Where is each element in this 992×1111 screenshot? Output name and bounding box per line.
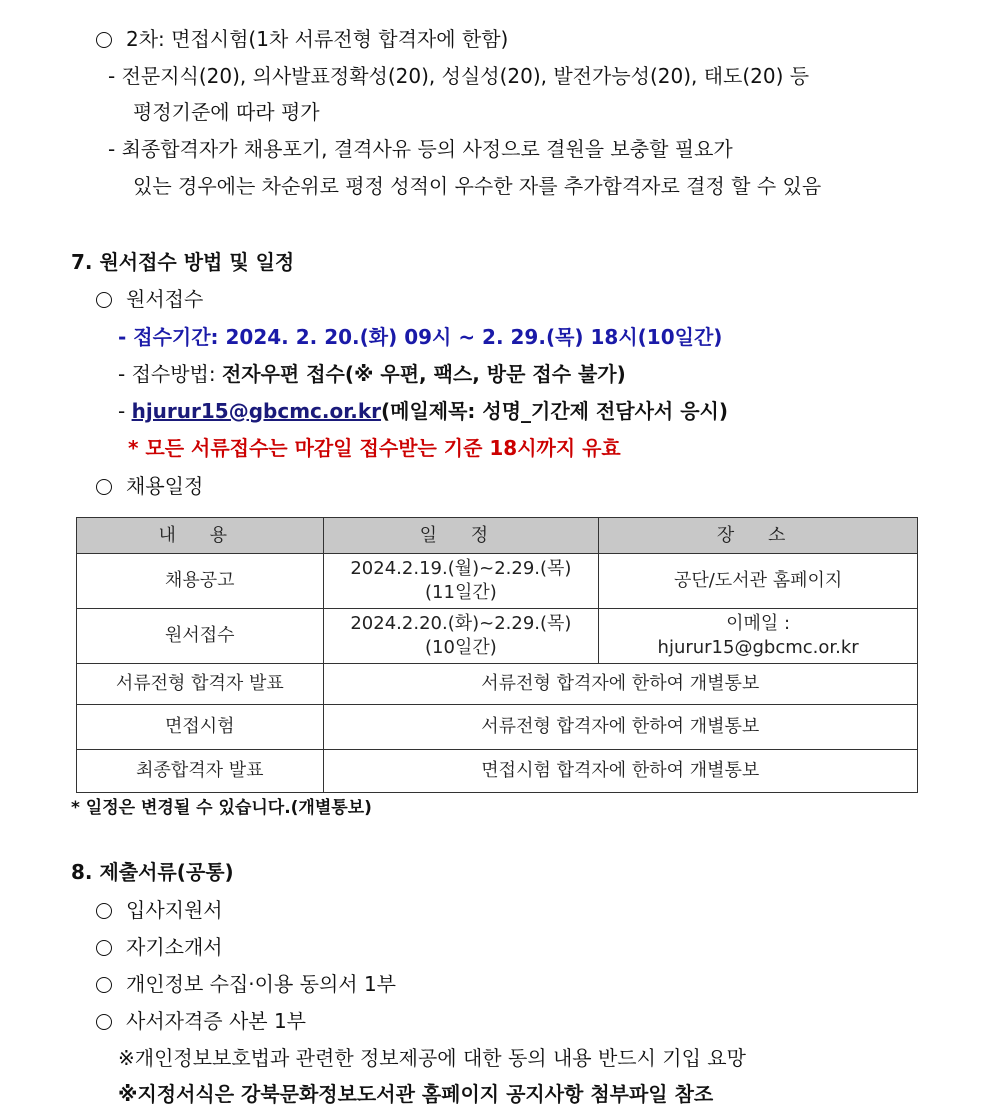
doc-item-label: 사서자격증 사본 1부: [126, 1009, 306, 1033]
date-line1: 2024.2.19.(월)~2.29.(목): [350, 558, 572, 579]
doc-item: [96, 969, 396, 999]
header-place: 장 소: [599, 518, 918, 554]
circle-bullet-icon: [96, 940, 112, 956]
place-line1: 이메일 :: [726, 613, 791, 634]
section7-title: 7. 원서접수 방법 및 일정: [71, 250, 295, 274]
doc-item: [96, 932, 223, 962]
method-prefix: - 접수방법:: [118, 362, 222, 386]
row-place: [599, 609, 918, 664]
email-line: [118, 396, 728, 426]
application-period: - 접수기간: 2024. 2. 20.(화) 09시 ~ 2. 29.(목) 18시(10일간): [118, 325, 723, 349]
section7-sub1: 원서접수: [126, 287, 204, 311]
row-date: [323, 554, 599, 609]
row-merged: 서류전형 합격자에 한하여 개별통보: [323, 705, 917, 750]
stage2-item2-line1: - 최종합격자가 채용포기, 결격사유 등의 사정으로 결원을 보충할 필요가: [108, 137, 733, 161]
row-date: [323, 609, 599, 664]
section7-sub2: 채용일정: [126, 474, 204, 498]
circle-bullet-icon: [96, 977, 112, 993]
email-link[interactable]: hjurur15@gbcmc.or.kr: [131, 399, 382, 423]
header-content: 내 용: [77, 518, 324, 554]
stage2-item1-line1: - 전문지식(20), 의사발표정확성(20), 성실성(20), 발전가능성(20), 태도(20) 등: [108, 64, 810, 88]
row-merged: 서류전형 합격자에 한하여 개별통보: [323, 664, 917, 705]
row-content: 최종합격자 발표: [77, 750, 324, 793]
table-row: [77, 664, 918, 705]
circle-bullet-icon: [96, 292, 112, 308]
table-row: [77, 750, 918, 793]
method-value: 전자우편 접수(※ 우편, 팩스, 방문 접수 불가): [221, 362, 626, 386]
email-dash: -: [118, 399, 132, 423]
stage2-heading: 2차: 면접시험(1차 서류전형 합격자에 한함): [126, 27, 509, 51]
doc-item-label: 자기소개서: [126, 935, 223, 959]
stage2-heading-line: [96, 24, 508, 54]
privacy-note: ※개인정보보호법과 관련한 정보제공에 대한 동의 내용 반드시 기입 요망: [118, 1046, 746, 1070]
schedule-footnote: * 일정은 변경될 수 있습니다.(개별통보): [71, 798, 372, 818]
date-line1: 2024.2.20.(화)~2.29.(목): [350, 613, 572, 634]
stage2-item1-line2: 평정기준에 따라 평가: [133, 100, 320, 124]
circle-bullet-icon: [96, 1014, 112, 1030]
row-content: 서류전형 합격자 발표: [77, 664, 324, 705]
date-line2: (10일간): [425, 637, 497, 658]
row-place: 공단/도서관 홈페이지: [599, 554, 918, 609]
section8-title: 8. 제출서류(공통): [71, 860, 234, 884]
table-row: [77, 609, 918, 664]
section7-sub1-line: [96, 284, 203, 314]
header-date: 일 정: [323, 518, 599, 554]
place-email[interactable]: hjurur15@gbcmc.or.kr: [657, 637, 859, 658]
email-subject: (메일제목: 성명_기간제 전담사서 응시): [381, 399, 728, 423]
table-header-row: [77, 518, 918, 554]
doc-item: [96, 895, 223, 925]
row-content: 채용공고: [77, 554, 324, 609]
section7-sub2-line: [96, 471, 203, 501]
doc-item-label: 개인정보 수집·이용 동의서 1부: [126, 972, 396, 996]
stage2-item2-line2: 있는 경우에는 차순위로 평정 성적이 우수한 자를 추가합격자로 결정 할 수 있음: [133, 174, 822, 198]
date-line2: (11일간): [425, 582, 497, 603]
deadline-notice: * 모든 서류접수는 마감일 접수받는 기준 18시까지 유효: [128, 436, 621, 460]
row-content: 면접시험: [77, 705, 324, 750]
row-merged: 면접시험 합격자에 한하여 개별통보: [323, 750, 917, 793]
doc-item-label: 입사지원서: [126, 898, 223, 922]
row-content: 원서접수: [77, 609, 324, 664]
circle-bullet-icon: [96, 479, 112, 495]
schedule-table: [76, 517, 918, 793]
application-method: [118, 359, 626, 389]
table-row: [77, 554, 918, 609]
doc-item: [96, 1006, 306, 1036]
form-note: ※지정서식은 강북문화정보도서관 홈페이지 공지사항 첨부파일 참조: [118, 1082, 714, 1106]
circle-bullet-icon: [96, 32, 112, 48]
table-row: [77, 705, 918, 750]
circle-bullet-icon: [96, 903, 112, 919]
